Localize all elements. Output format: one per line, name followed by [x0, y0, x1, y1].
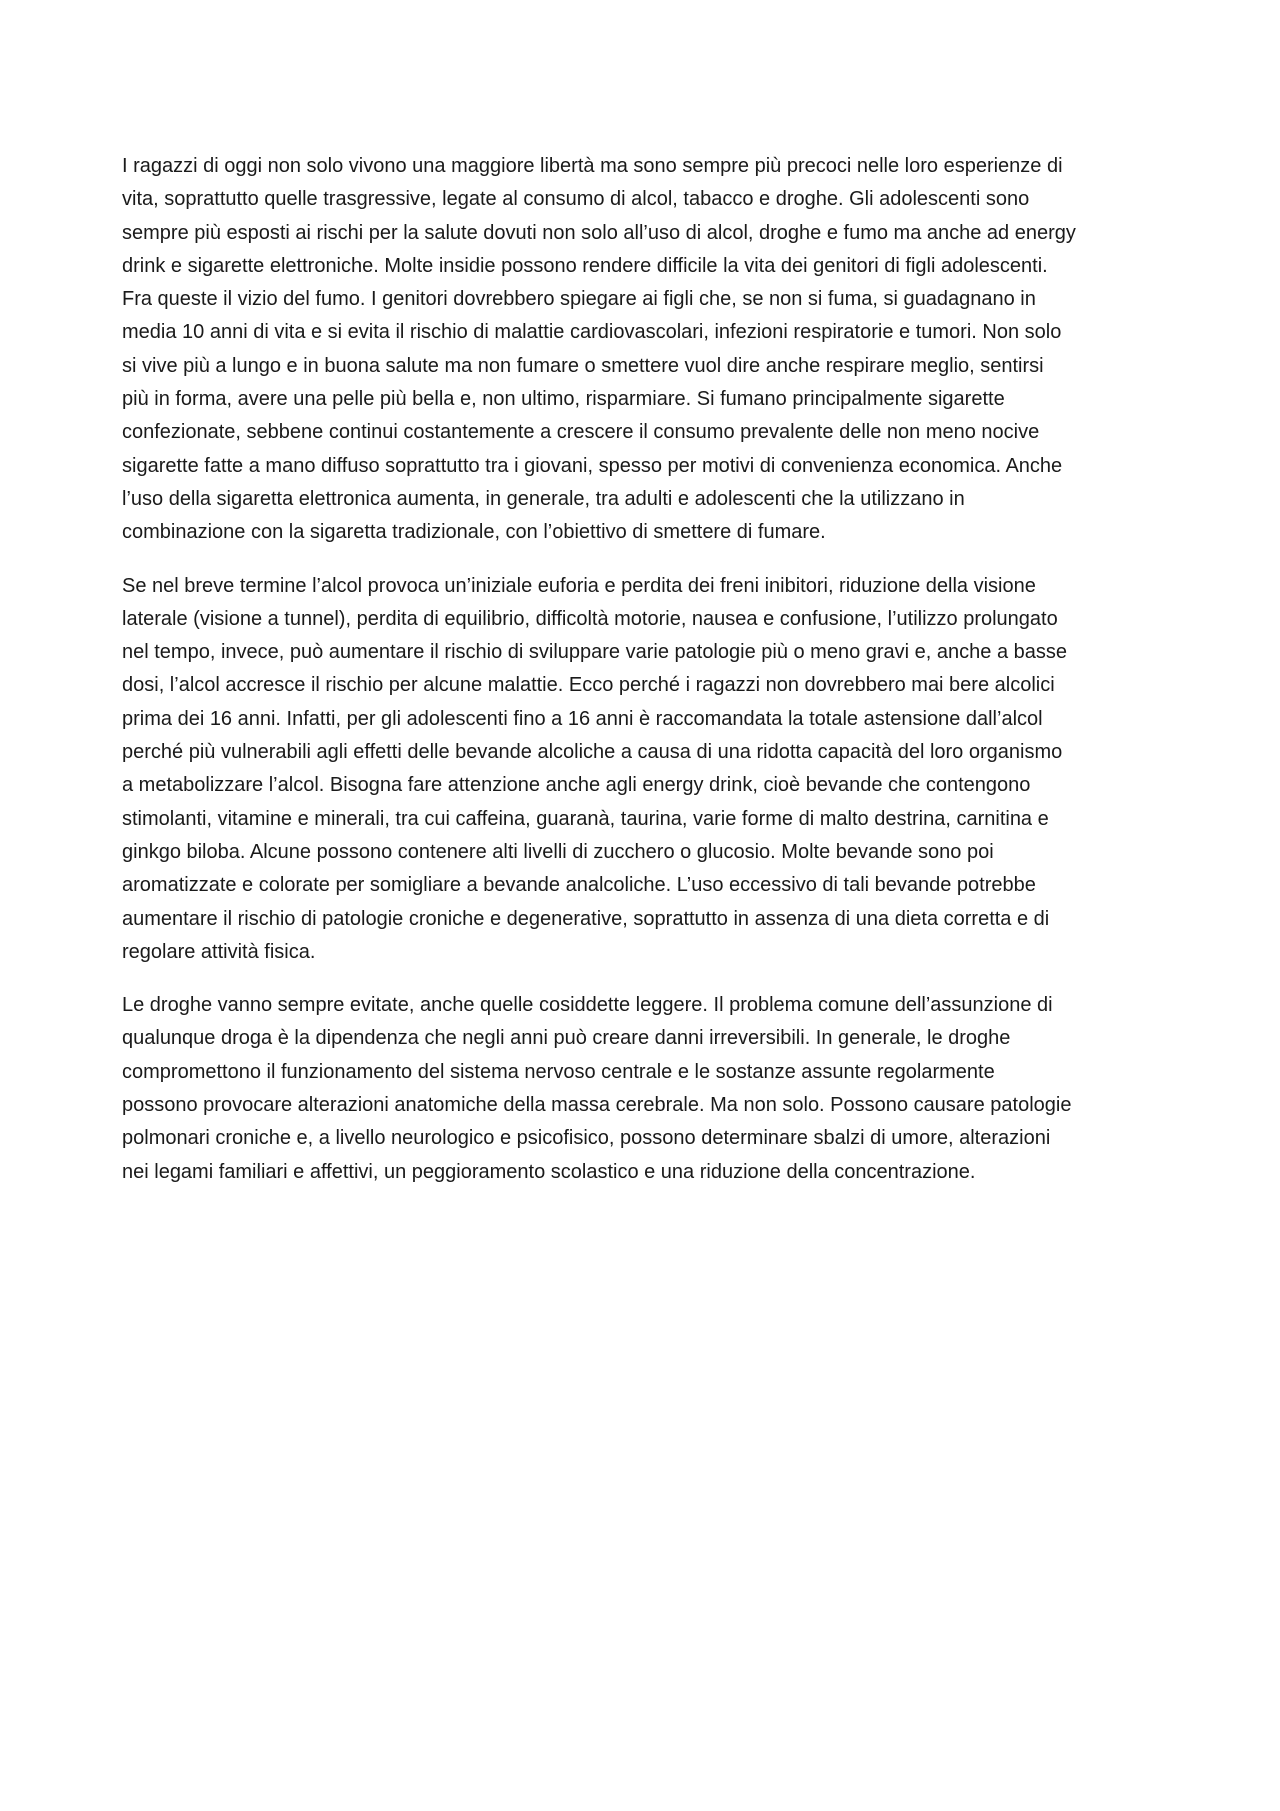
document-body: [122, 150, 1167, 1209]
paragraph-alcohol: Se nel breve termine l’alcol provoca un’iniziale euforia e perdita dei freni inibitori, riduzione della visione laterale (visione a tunnel), perdita di equilibrio, difficoltà motorie, nausea e confusione, l’utilizzo prolungato nel tempo, invece, può aumentare il rischio di sviluppare varie patologie più o meno gravi e, anche a basse dosi, l’alcol accresce il rischio per alcune malattie. Ecco perché i ragazzi non dovrebbero mai bere alcolici prima dei 16 anni. Infatti, per gli adolescenti fino a 16 anni è raccomandata la totale astensione dall’alcol perché più vulnerabili agli effetti delle bevande alcoliche a causa di una ridotta capacità del loro organismo a metabolizzare l’alcol. Bisogna fare attenzione anche agli energy drink, cioè bevande che contengono stimolanti, vitamine e minerali, tra cui caffeina, guaranà, taurina, varie forme di malto destrina, carnitina e ginkgo biloba. Alcune possono contenere alti livelli di zucchero o glucosio. Molte bevande sono poi aromatizzate e colorate per somigliare a bevande analcoliche. L’uso eccessivo di tali bevande potrebbe aumentare il rischio di patologie croniche e degenerative, soprattutto in assenza di una dieta corretta e di regolare attività fisica.: [122, 574, 1067, 963]
paragraph-smoking: I ragazzi di oggi non solo vivono una maggiore libertà ma sono sempre più precoci nelle loro esperienze di vita, soprattutto quelle trasgressive, legate al consumo di alcol, tabacco e droghe. Gli adolescenti sono sempre più esposti ai rischi per la salute dovuti non solo all’uso di alcol, droghe e fumo ma anche ad energy drink e sigarette elettroniche. Molte insidie possono rendere difficile la vita dei genitori di figli adolescenti. Fra queste il vizio del fumo. I genitori dovrebbero spiegare ai figli che, se non si fuma, si guadagnano in media 10 anni di vita e si evita il rischio di malattie cardiovascolari, infezioni respiratorie e tumori. Non solo si vive più a lungo e in buona salute ma non fumare o smettere vuol dire anche respirare meglio, sentirsi più in forma, avere una pelle più bella e, non ultimo, risparmiare. Si fumano principalmente sigarette confezionate, sebbene continui costantemente a crescere il consumo prevalente delle non meno nocive sigarette fatte a mano diffuso soprattutto tra i giovani, spesso per motivi di convenienza economica. Anche l’uso della sigaretta elettronica aumenta, in generale, tra adulti e adolescenti che la utilizzano in combinazione con la sigaretta tradizionale, con l’obiettivo di smettere di fumare.: [122, 155, 1076, 544]
paragraph-drugs: Le droghe vanno sempre evitate, anche quelle cosiddette leggere. Il problema comune dell’assunzione di qualunque droga è la dipendenza che negli anni può creare danni irreversibili. In generale, le droghe compromettono il funzionamento del sistema nervoso centrale e le sostanze assunte regolarmente possono provocare alterazioni anatomiche della massa cerebrale. Ma non solo. Possono causare patologie polmonari croniche e, a livello neurologico e psicofisico, possono determinare sbalzi di umore, alterazioni nei legami familiari e affettivi, un peggioramento scolastico e una riduzione della concentrazione.: [122, 994, 1072, 1183]
